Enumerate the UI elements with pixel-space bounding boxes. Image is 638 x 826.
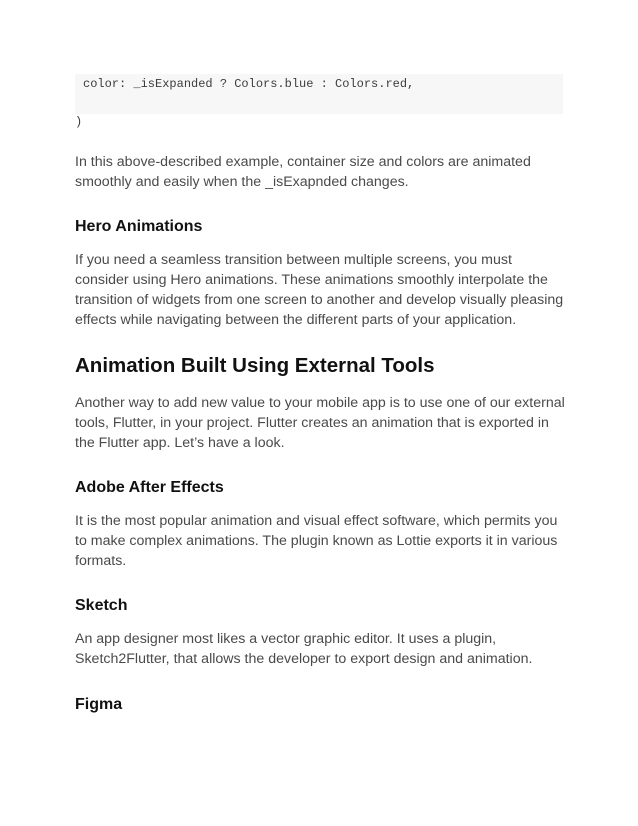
hero-paragraph: If you need a seamless transition between multiple screens, you must consider using Hero animations. These animations smoothly interpolate the transition of widgets from one screen to another and develop visually pleasing effects while navigating between the different parts of your application. bbox=[75, 252, 564, 328]
code-block bbox=[75, 74, 563, 114]
hero-heading: Hero Animations bbox=[75, 218, 203, 235]
code-line: color: _isExpanded ? Colors.blue : Colors.red, bbox=[83, 77, 415, 91]
sketch-heading: Sketch bbox=[75, 597, 128, 614]
external-tools-paragraph: Another way to add new value to your mobile app is to use one of our external tools, Flutter, in your project. Flutter creates an animation that is exported in the Flutter app. Let’s have a look. bbox=[75, 395, 565, 451]
figma-heading: Figma bbox=[75, 696, 123, 713]
external-tools-heading: Animation Built Using External Tools bbox=[75, 354, 435, 377]
code-closing-paren: ) bbox=[75, 115, 83, 129]
adobe-paragraph: It is the most popular animation and visual effect software, which permits you to make complex animations. The plugin known as Lottie exports it in various formats. bbox=[75, 513, 558, 569]
adobe-heading: Adobe After Effects bbox=[75, 479, 224, 496]
intro-paragraph: In this above-described example, container size and colors are animated smoothly and easily when the _isExapnded changes. bbox=[75, 154, 531, 190]
sketch-paragraph: An app designer most likes a vector graphic editor. It uses a plugin, Sketch2Flutter, that allows the developer to export design and animation. bbox=[75, 631, 533, 667]
